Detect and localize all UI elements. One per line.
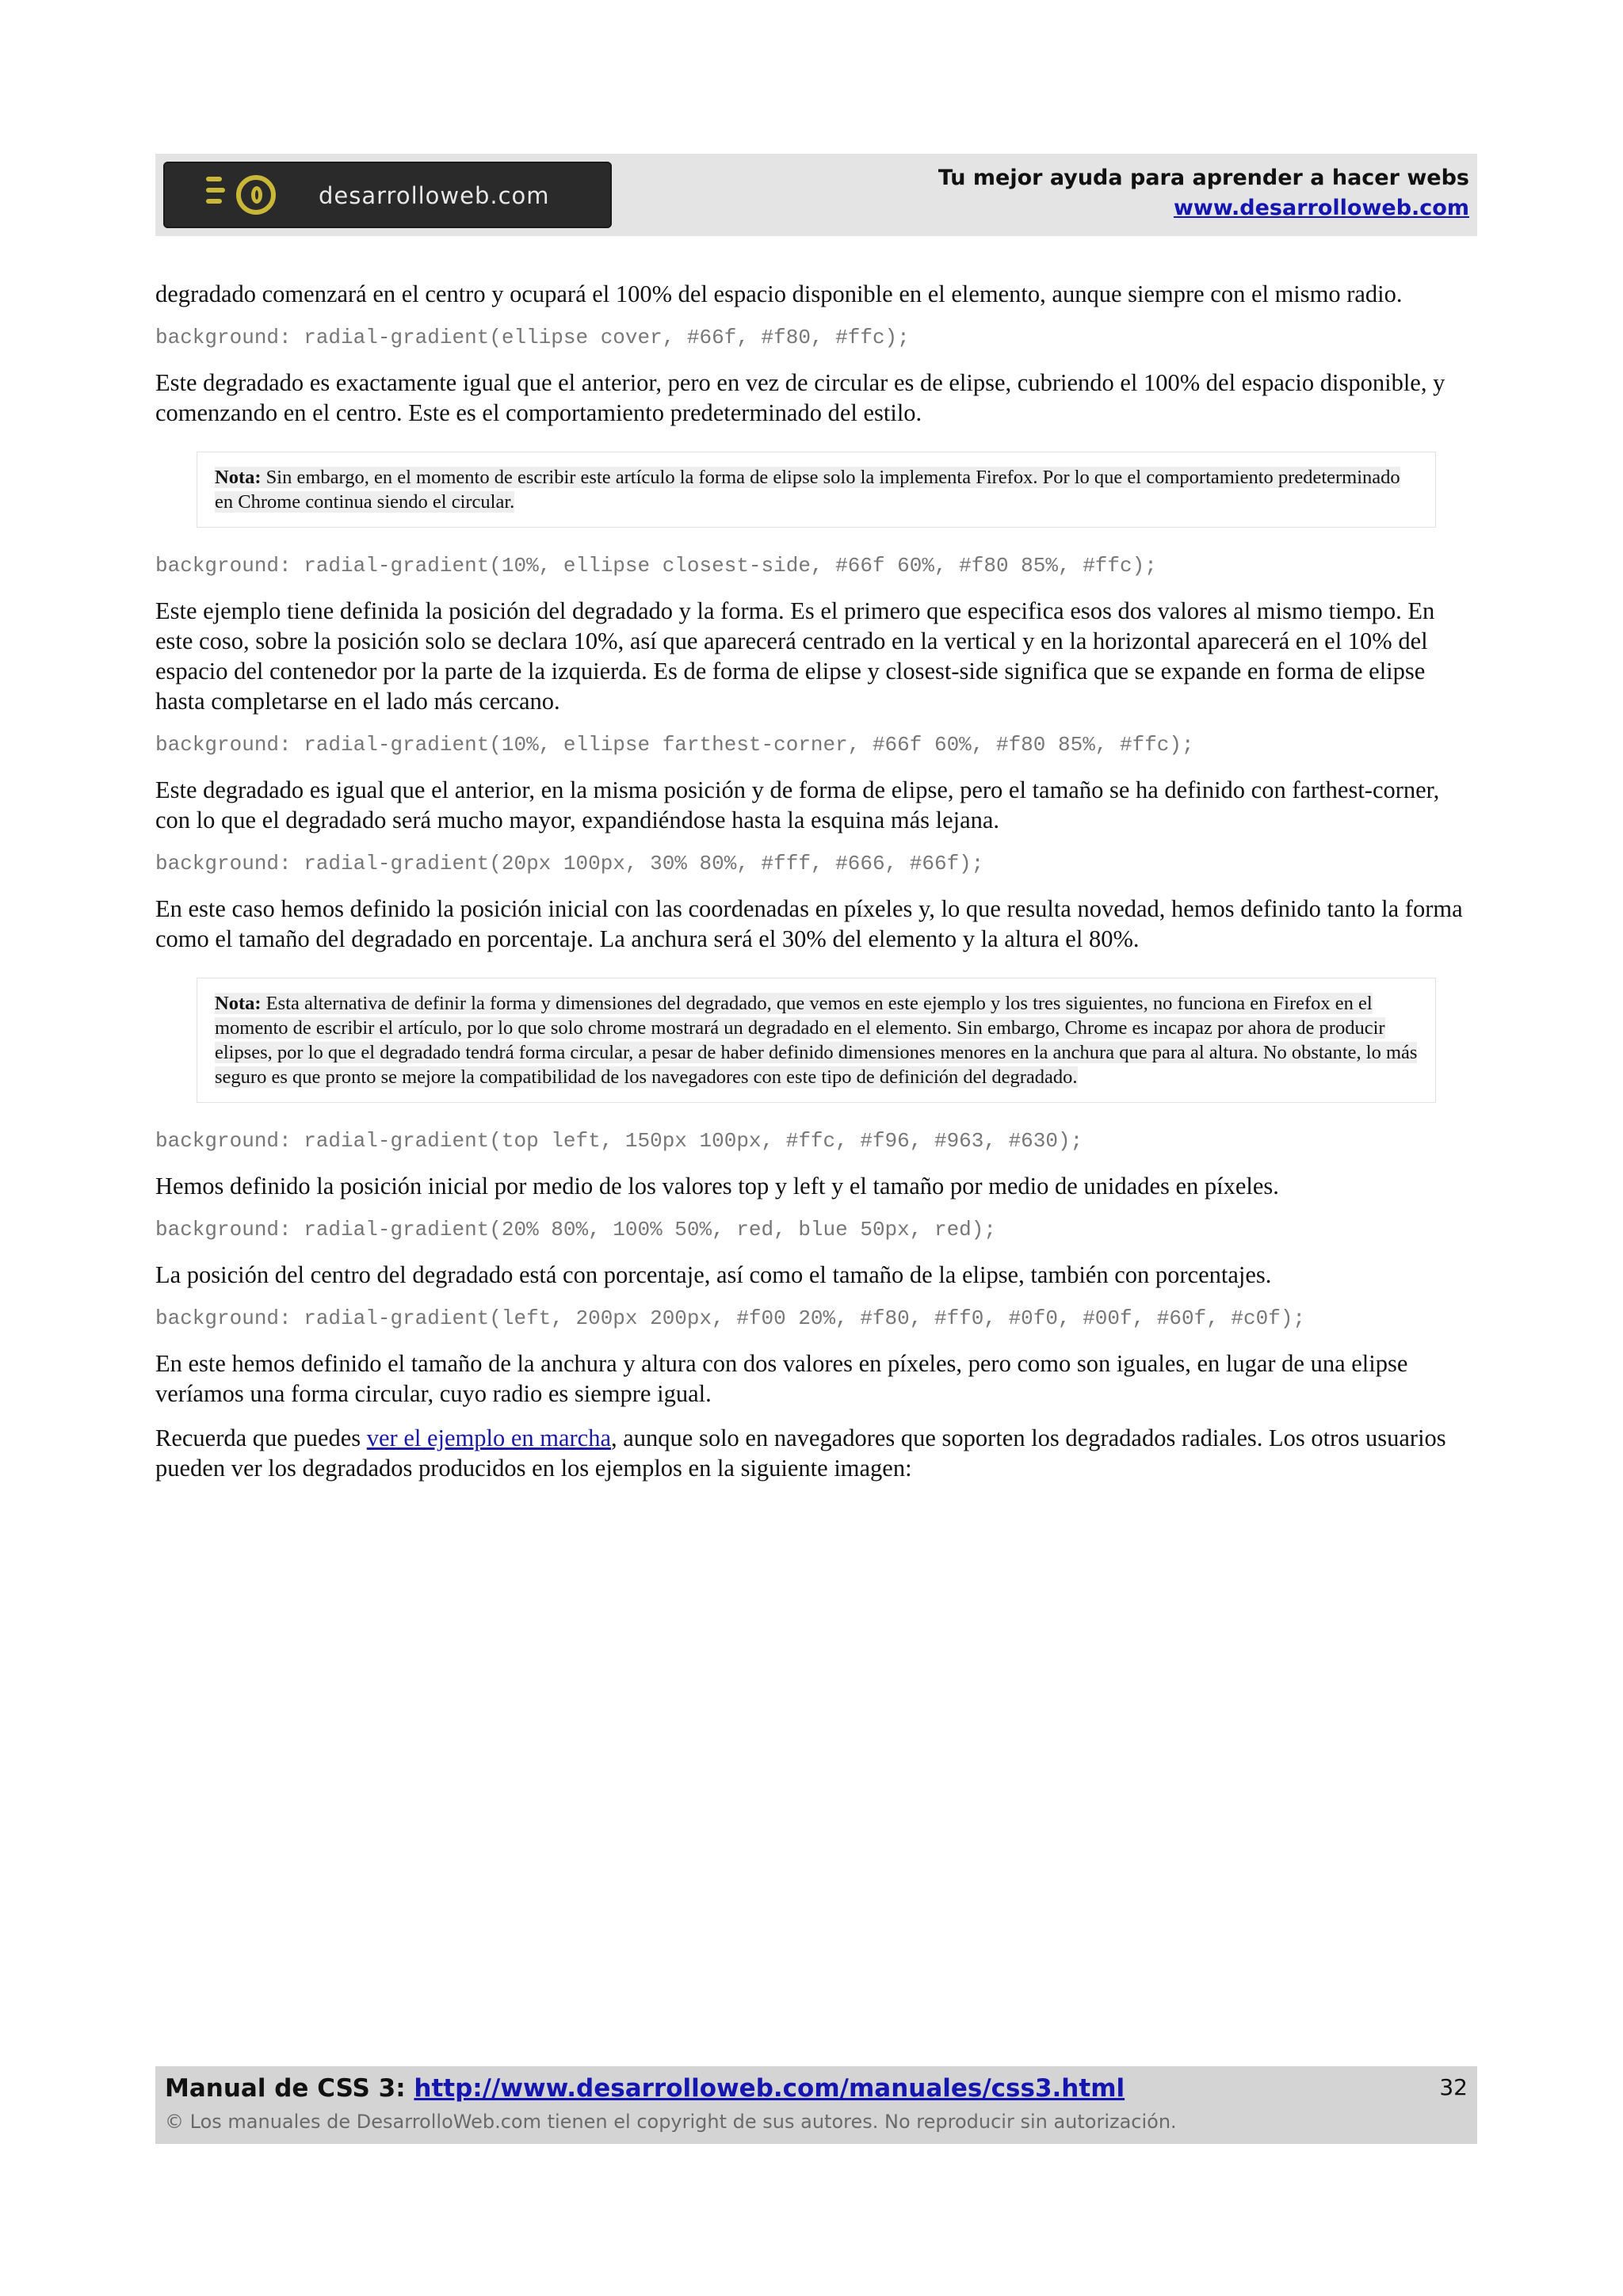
note-box xyxy=(197,452,1436,528)
logo-dash-icon xyxy=(206,177,222,181)
note-label: Nota: xyxy=(215,993,262,1014)
paragraph: En este caso hemos definido la posición inicial con las coordenadas en píxeles y, lo que resulta novedad, hemos definido tanto la forma como el tamaño del degradado en porcentaje. La anchura será el 30% del elemento y la altura el 80%. xyxy=(155,895,1463,952)
note-body: Sin embargo, en el momento de escribir este artículo la forma de elipse solo la implementa Firefox. Por lo que el comportamiento predeterminado en Chrome continua siendo el circular. xyxy=(215,467,1400,513)
note-text xyxy=(215,993,1417,1088)
logo-text: desarrolloweb.com xyxy=(319,182,550,209)
paragraph-text: , aunque solo en navegadores que soporten los degradados radiales. Los otros usuarios pueden ver los degradados producidos en los ejemplos en la siguiente imagen: xyxy=(155,1425,1446,1482)
page-number: 32 xyxy=(1439,2074,1468,2100)
paragraph: degradado comenzará en el centro y ocupará el 100% del espacio disponible en el elemento, aunque siempre con el mismo radio. xyxy=(155,280,1403,307)
footer-copyright: © Los manuales de DesarrolloWeb.com tienen el copyright de sus autores. No reproducir sin autorización. xyxy=(165,2111,1177,2133)
note-body: Esta alternativa de definir la forma y dimensiones del degradado, que vemos en este ejemplo y los tres siguientes, no funciona en Firefox en el momento de escribir el artículo, por lo que solo chrome mostrará un degradado en el elemento. Sin embargo, Chrome es incapaz por ahora de producir elipses, por lo que el degradado tendrá forma circular, a pesar de haber definido dimensiones menores en la anchura que para al altura. No obstante, lo más seguro es que pronto se mejore la compatibilidad de los navegadores con este tipo de definición del degradado. xyxy=(215,993,1418,1088)
paragraph: En este hemos definido el tamaño de la anchura y altura con dos valores en píxeles, pero como son iguales, en lugar de una elipse veríamos una forma circular, cuyo radio es siempre igual. xyxy=(155,1350,1408,1407)
note-text xyxy=(215,467,1400,513)
header-tagline xyxy=(938,163,1469,223)
manual-url-link[interactable]: http://www.desarrolloweb.com/manuales/css3.html xyxy=(414,2074,1125,2103)
code-line: background: radial-gradient(20px 100px, 30% 80%, #fff, #666, #66f); xyxy=(155,852,984,875)
site-logo[interactable] xyxy=(163,162,612,228)
code-line: background: radial-gradient(20% 80%, 100% 50%, red, blue 50px, red); xyxy=(155,1218,996,1241)
code-line: background: radial-gradient(ellipse cover, #66f, #f80, #ffc); xyxy=(155,326,910,349)
paragraph-text: Recuerda que puedes xyxy=(155,1425,367,1451)
tagline-text: Tu mejor ayuda para aprender a hacer webs xyxy=(938,166,1469,190)
code-line: background: radial-gradient(10%, ellipse closest-side, #66f 60%, #f80 85%, #ffc); xyxy=(155,554,1157,578)
page-header xyxy=(155,154,1477,236)
main-content xyxy=(155,279,1477,1497)
logo-dash-icon xyxy=(206,188,225,193)
logo-mark-icon xyxy=(236,175,276,215)
paragraph: Hemos definido la posición inicial por medio de los valores top y left y el tamaño por medio de unidades en píxeles. xyxy=(155,1173,1279,1199)
code-line: background: radial-gradient(left, 200px 200px, #f00 20%, #f80, #ff0, #0f0, #00f, #60f, #c0f); xyxy=(155,1306,1306,1330)
footer-title-prefix: Manual de CSS 3: xyxy=(165,2074,414,2103)
code-line: background: radial-gradient(top left, 150px 100px, #ffc, #f96, #963, #630); xyxy=(155,1129,1083,1153)
note-box xyxy=(197,978,1436,1103)
footer-title xyxy=(165,2074,1125,2103)
site-url-link[interactable]: www.desarrolloweb.com xyxy=(1173,196,1469,220)
paragraph: Este degradado es exactamente igual que el anterior, pero en vez de circular es de elipse, cubriendo el 100% del espacio disponible, y comenzando en el centro. Este es el comportamiento predeterminado del estilo. xyxy=(155,369,1445,426)
page-footer xyxy=(155,2066,1477,2144)
paragraph: La posición del centro del degradado está con porcentaje, así como el tamaño de la elipse, también con porcentajes. xyxy=(155,1261,1272,1288)
example-link[interactable]: ver el ejemplo en marcha xyxy=(366,1425,611,1451)
paragraph: Este degradado es igual que el anterior, en la misma posición y de forma de elipse, pero el tamaño se ha definido con farthest-corner, con lo que el degradado será mucho mayor, expandiéndose hasta la esquina más lejana. xyxy=(155,776,1440,833)
paragraph xyxy=(155,1423,1477,1483)
note-label: Nota: xyxy=(215,467,262,488)
logo-dash-icon xyxy=(206,199,222,204)
code-line: background: radial-gradient(10%, ellipse farthest-corner, #66f 60%, #f80 85%, #ffc); xyxy=(155,733,1194,757)
paragraph: Este ejemplo tiene definida la posición del degradado y la forma. Es el primero que especifica esos dos valores al mismo tiempo. En este coso, sobre la posición solo se declara 10%, así que aparecerá centrado en la vertical y en la horizontal aparecerá en el 10% del espacio del contenedor por la parte de la izquierda. Es de forma de elipse y closest-side significa que se expande en forma de elipse hasta completarse en el lado más cercano. xyxy=(155,597,1435,715)
